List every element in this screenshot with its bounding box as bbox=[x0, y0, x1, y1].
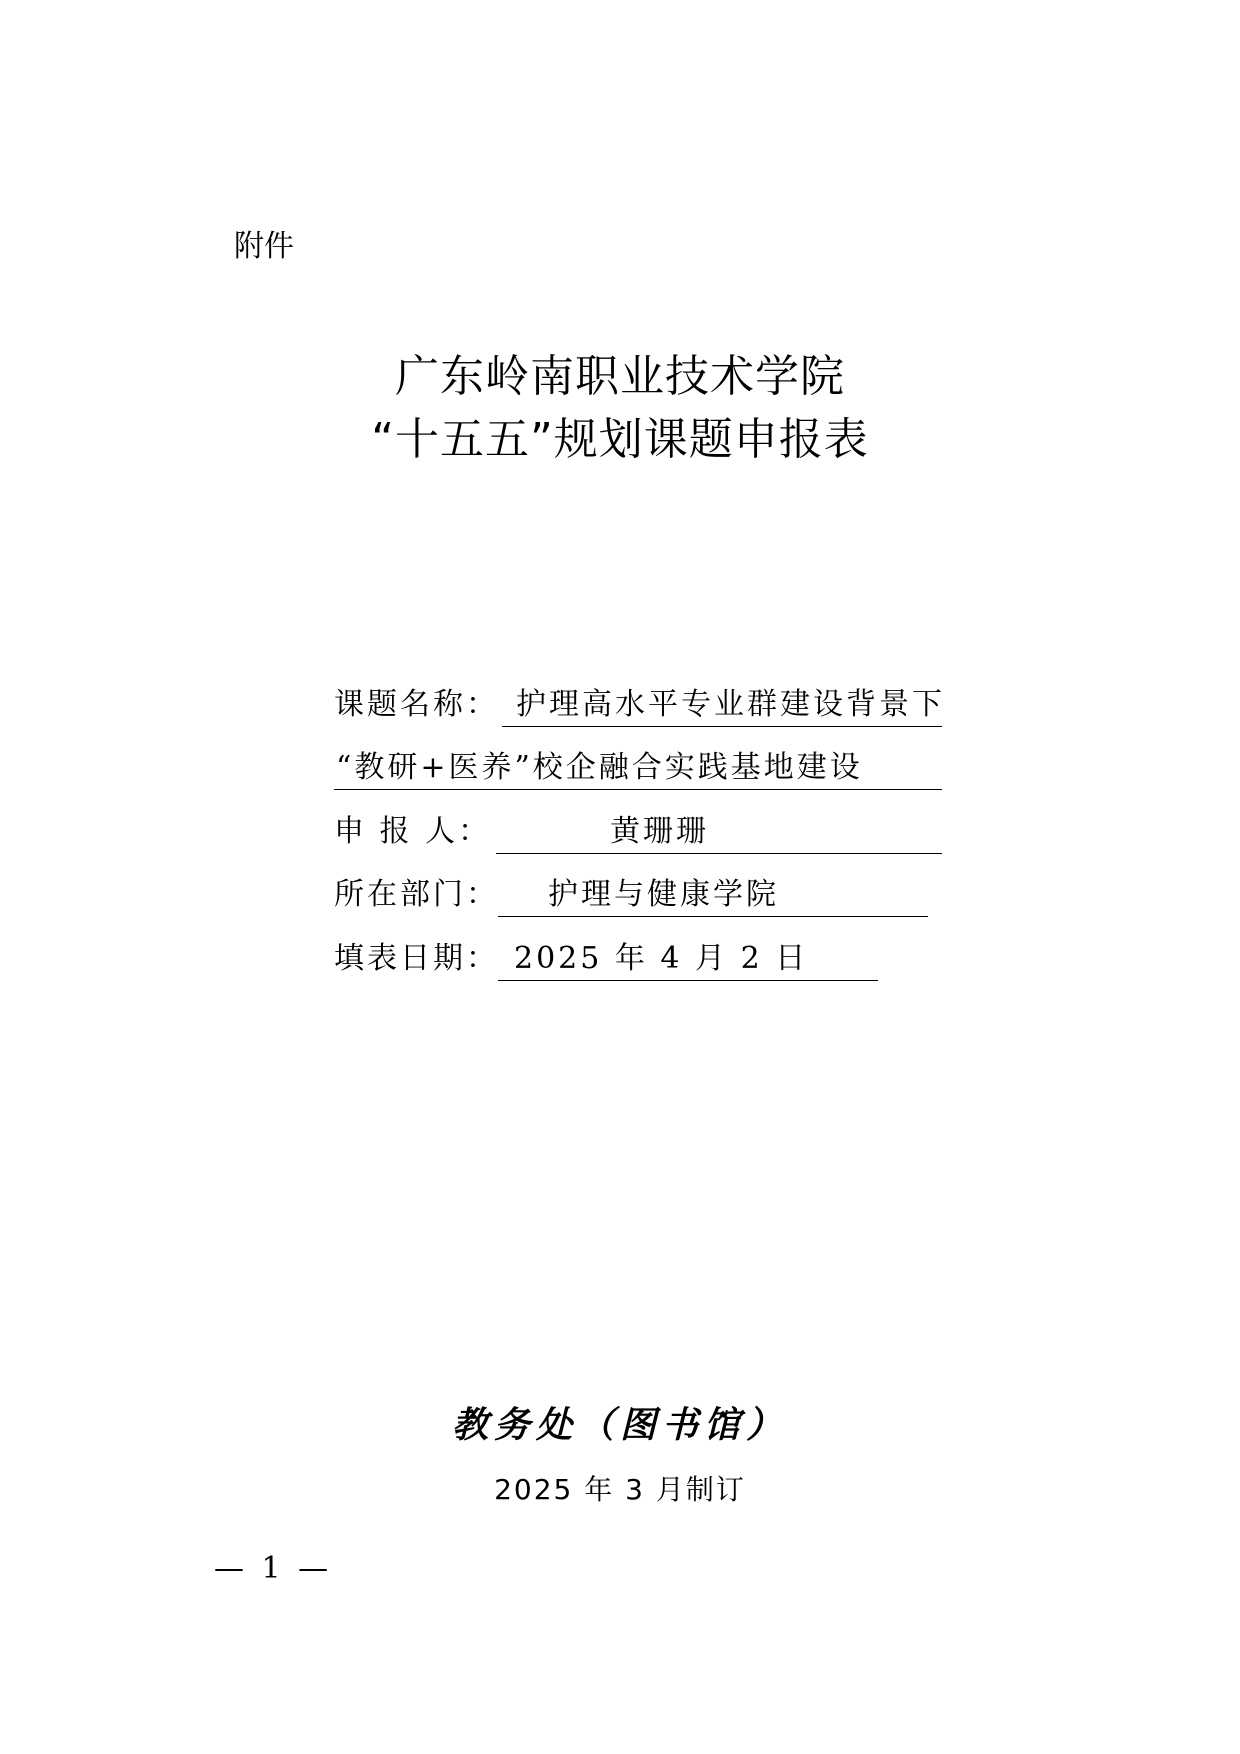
applicant-underline bbox=[496, 814, 942, 854]
department-label: 所在部门： bbox=[334, 877, 499, 912]
department-value: 护理与健康学院 bbox=[548, 877, 779, 912]
page-number: — 1 — bbox=[214, 1551, 333, 1586]
title-college-name: 广东岭南职业技术学院 bbox=[395, 351, 845, 402]
applicant-field bbox=[334, 814, 944, 857]
applicant-label: 申 报 人： bbox=[334, 814, 492, 849]
date-label: 填表日期： bbox=[334, 941, 499, 976]
footer-office: 教务处（图书馆） bbox=[451, 1404, 788, 1446]
title-form-name: “十五五”规划课题申报表 bbox=[371, 414, 869, 465]
date-field bbox=[334, 941, 944, 984]
department-field bbox=[334, 877, 944, 920]
topic-value-line1: 护理高水平专业群建设背景下 bbox=[516, 687, 945, 722]
footer-revision-date: 2025 年 3 月制订 bbox=[494, 1473, 746, 1506]
topic-field-continued bbox=[334, 750, 944, 793]
applicant-value: 黄珊珊 bbox=[610, 814, 709, 849]
date-value: 2025 年 4 月 2 日 bbox=[514, 941, 809, 976]
topic-value-line2: “教研+医养”校企融合实践基地建设 bbox=[336, 750, 863, 785]
topic-label: 课题名称： bbox=[334, 687, 499, 722]
attachment-label: 附件 bbox=[234, 229, 294, 264]
topic-field bbox=[334, 687, 945, 730]
